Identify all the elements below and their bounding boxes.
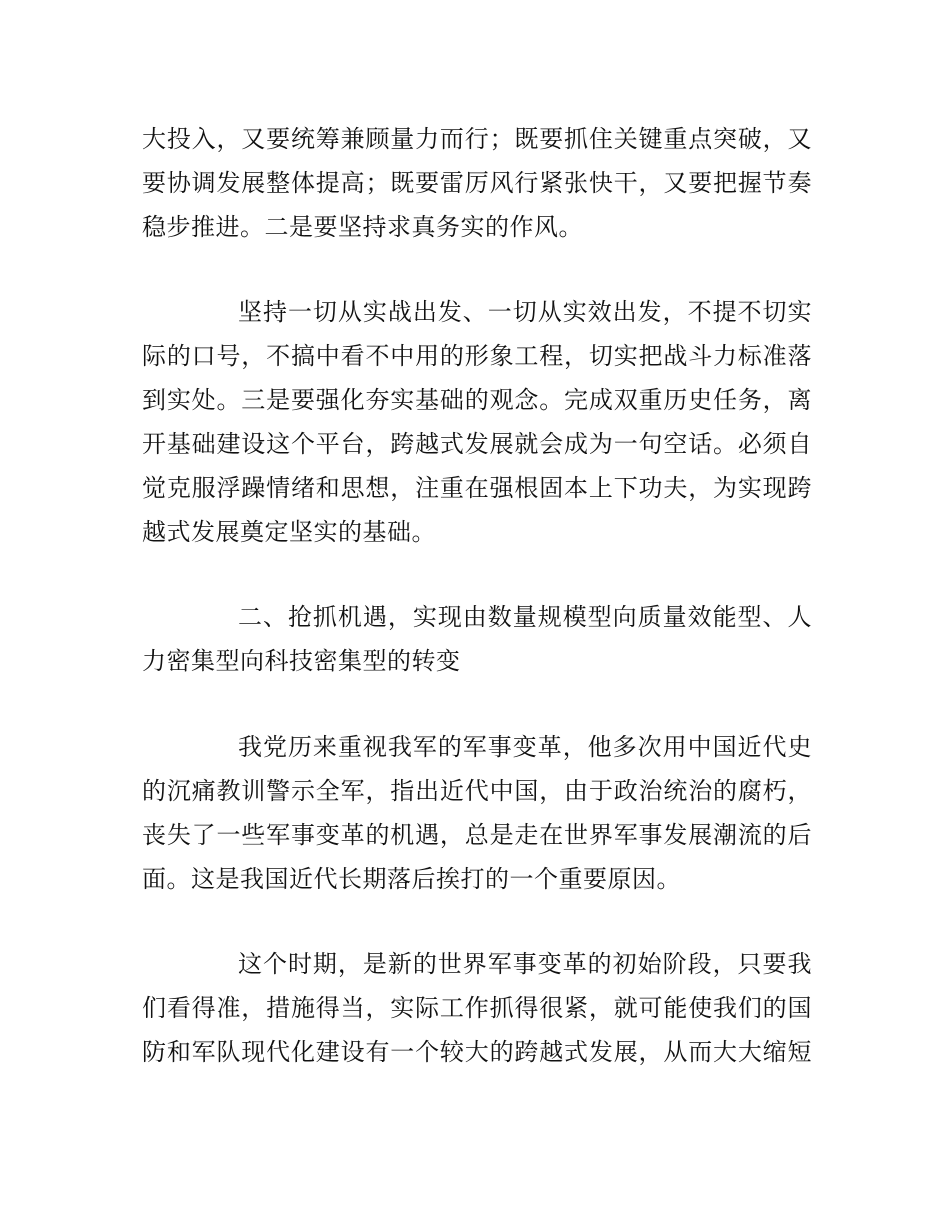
text-line: 力密集型向科技密集型的转变 (142, 647, 461, 675)
paragraph-4 (142, 942, 812, 1074)
text-line: 要协调发展整体提高；既要雷厉风行紧张快干，又要把握节奏 (142, 169, 812, 197)
text-line: 我党历来重视我军的军事变革，他多次用中国近代史 (238, 733, 812, 761)
text-line: 际的口号，不搞中看不中用的形象工程，切实把战斗力标准落 (142, 342, 812, 370)
text-line: 越式发展奠定坚实的基础。 (142, 518, 436, 546)
text-line: 开基础建设这个平台，跨越式发展就会成为一句空话。必须自 (142, 430, 812, 458)
text-line: 的沉痛教训警示全军，指出近代中国，由于政治统治的腐朽， (142, 777, 812, 805)
paragraph-3 (142, 725, 812, 901)
paragraph-1 (142, 117, 812, 249)
text-line: 到实处。三是要强化夯实基础的观念。完成双重历史任务，离 (142, 386, 812, 414)
paragraph-2 (142, 290, 812, 554)
text-line: 丧失了一些军事变革的机遇，总是走在世界军事发展潮流的后 (142, 821, 812, 849)
section-heading-2 (142, 595, 812, 683)
text-line: 大投入，又要统筹兼顾量力而行；既要抓住关键重点突破，又 (142, 125, 812, 153)
text-line: 坚持一切从实战出发、一切从实效出发，不提不切实 (238, 298, 812, 326)
text-line: 稳步推进。二是要坚持求真务实的作风。 (142, 213, 583, 241)
text-line: 二、抢抓机遇，实现由数量规模型向质量效能型、人 (238, 603, 812, 631)
text-line: 面。这是我国近代长期落后挨打的一个重要原因。 (142, 865, 681, 893)
text-line: 们看得准，措施得当，实际工作抓得很紧，就可能使我们的国 (142, 994, 812, 1022)
text-line: 防和军队现代化建设有一个较大的跨越式发展，从而大大缩短 (142, 1038, 812, 1066)
text-line: 这个时期，是新的世界军事变革的初始阶段，只要我 (238, 950, 812, 978)
text-line: 觉克服浮躁情绪和思想，注重在强根固本上下功夫，为实现跨 (142, 474, 812, 502)
